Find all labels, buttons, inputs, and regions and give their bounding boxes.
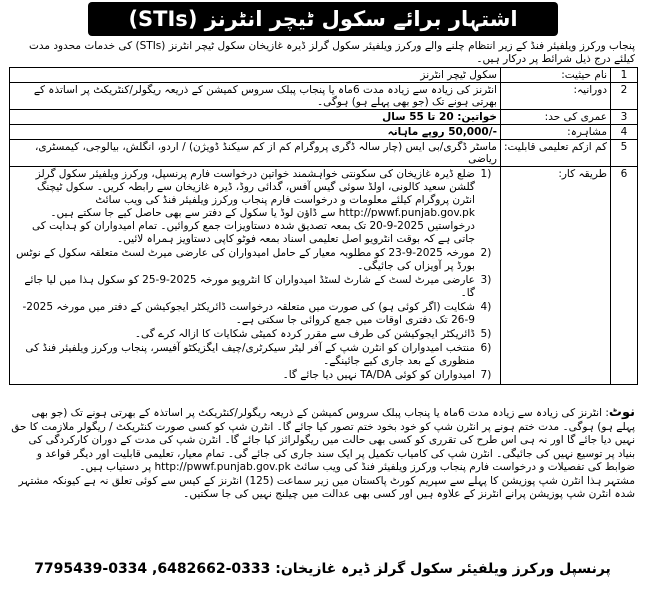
note-title: نوٹ xyxy=(608,405,635,420)
advertisement-title: اشتہار برائے سکول ٹیچر انٹرنز (STIs) xyxy=(88,2,558,36)
table-row xyxy=(10,125,638,140)
intro-text: پنجاب ورکرز ویلفیئر فنڈ کے زیر انتظام چلنے والے ورکرز ویلفیئر سکول گرلز ڈیرہ غازیخان سکول ٹیچر انٹرنز (STIs) کی خدمات محدود مدت کیلئے درج ذیل شرائط پر درکار ہیں۔ xyxy=(29,40,635,65)
row-value: سکول ٹیچر انٹرنز xyxy=(10,68,501,83)
list-item xyxy=(13,168,497,246)
row-number: 5 xyxy=(611,140,638,167)
step-text: منتخب امیدواران کو انٹرن شپ کے آفر لیٹر سیکرٹری/چیف ایگزیکٹو آفیسر، پنجاب ورکرز ویلفیئر فنڈ کی منظوری کے بعد جاری کیے جائینگے۔ xyxy=(25,342,475,367)
step-text: ضلع ڈیرہ غازیخان کی سکونتی خواہشمند خواتین درخواست فارم پرنسپل، ورکرز ویلفیئر سکول گرلز گلشن سعید کالونی، اولڈ سوئی گیس آفس، گدائی روڈ، ڈیرہ غازیخان سے رابطہ کریں۔ سکول ٹیچنگ انٹرن پروگرام کیلئے معلومات و درخواست فارم پنجاب ورکرز ویلفیئر فنڈ کی ویب سائٹ http://pwwf.punjab.gov.pk سے ڈاؤن لوڈ یا سکول کے دفتر سے بھی حاصل کیے جا سکتے ہیں۔ درخواستیں 2025-9-20 تک بمعہ تصدیق شدہ دستاویزات جمع کروائیں۔ تمام امیدواران کو ہدایت کی جاتی ہے کہ بوقت انٹرویو اصل تعلیمی اسناد بمعہ فوٹو کاپی دستاویز ہمراہ لائیں۔ xyxy=(32,168,475,245)
row-label: مشاہرہ: xyxy=(500,125,610,140)
salary-value: -/50,000 روپے ماہانہ xyxy=(10,125,501,140)
table-row xyxy=(10,110,638,125)
principal-contact: پرنسپل ورکرز ویلفیئر سکول گرلز ڈیرہ غازیخان: 0333-6482662, 0334-7795439 xyxy=(34,561,611,577)
step-number: (2 xyxy=(480,247,492,259)
row-label: کم ازکم تعلیمی قابلیت: xyxy=(500,140,610,167)
note-text: انٹرنز کی زیادہ سے زیادہ مدت 6ماہ یا پنجاب پبلک سروس کمیشن کے ذریعہ ریگولر/کنٹریکٹ پر اساتذہ کے بھرتی ہونے تک (جو بھی پہلے ہو) ہوگی۔ مدت ختم ہونے پر انٹرن شپ کو خود بخود ختم تصور کیا جائے گا۔ انٹرن شپ کو کسی صورت کنٹریکٹ / ریگولر ملازمت کا حق نہیں دیا جائے گا اور نہ ہی اس طرح کی تقرری کو کسی بھی حالت میں ریگولرائز کیا جائے گا۔ انٹرن شپ کی مدت کے دوران کارکردگی کی بنیاد پر توسیع نہیں کی جائیگی۔ انٹرن شپ کی کامیاب تکمیل پر ایک سند جاری کی جائے گی۔ تمام معیار، تعلیمی قابلیت اور دیگر قواعد و ضوابط کی تفصیلات و درخواست فارم پنجاب ورکرز ویلفیئر فنڈ کی ویب سائٹ http://pwwf.punjab.gov.pk پر دستیاب ہیں۔ xyxy=(11,407,635,473)
row-label: عمری کی حد: xyxy=(500,110,610,125)
row-value: انٹرنز کی زیادہ سے زیادہ مدت 6ماہ یا پنجاب پبلک سروس کمیشن کے ذریعہ ریگولر/کنٹریکٹ پر اساتذہ کے بھرتی ہونے تک (جو بھی پہلے ہو) ہوگی۔ xyxy=(10,83,501,110)
row-label: طریقہ کار: xyxy=(500,167,610,385)
row-number: 4 xyxy=(611,125,638,140)
table-row xyxy=(10,167,638,385)
row-number: 3 xyxy=(611,110,638,125)
list-item xyxy=(13,342,497,368)
step-number: (4 xyxy=(480,301,492,313)
step-text: مورخہ 2025-9-23 کو مطلوبہ معیار کے حامل امیدواران کی عارضی میرٹ لسٹ متعلقہ سکول کے نوٹس بورڈ پر آویزاں کی جائیگی۔ xyxy=(16,247,475,272)
age-limit-value: خواتین: 20 تا 55 سال xyxy=(10,110,501,125)
row-number: 2 xyxy=(611,83,638,110)
row-value: ماسٹر ڈگری/بی ایس (چار سالہ ڈگری پروگرام کم از کم سیکنڈ ڈویژن) / اردو، انگلش، بیالوجی، کیمسٹری، ریاضی xyxy=(10,140,501,167)
list-item xyxy=(13,247,497,273)
step-number: (1 xyxy=(480,168,492,180)
procedure-steps-cell xyxy=(10,167,501,385)
step-text: عارضی میرٹ لسٹ کے شارٹ لسٹڈ امیدواران کا انٹرویو مورخہ 2025-9-25 کو سکول ہذا میں لیا جائے گا۔ xyxy=(24,274,475,299)
conditions-table xyxy=(9,67,638,385)
step-number: (6 xyxy=(480,342,492,354)
row-number: 1 xyxy=(611,68,638,83)
step-text: امیدواران کو کوئی TA/DA نہیں دیا جائے گا۔ xyxy=(282,369,475,381)
note-text-secondary: مشتہر ہذا انٹرن شپ پوزیشن کا پہلے سے سپریم کورٹ پاکستان میں زیر سماعت (125) انٹرنز کے کیس سے کوئی تعلق نہ ہے کیونکہ مشتہر شدہ انٹرن شپ پوزیشن پرانے انٹرنز کے علاوہ ہیں اور کسی بھی عدالت میں چیلنج نہیں کی جا سکتیں۔ xyxy=(18,474,635,500)
list-item xyxy=(13,301,497,327)
step-number: (5 xyxy=(480,328,492,340)
row-number: 6 xyxy=(611,167,638,385)
step-text: ڈائریکٹر ایجوکیشن کی طرف سے مقرر کردہ کمیٹی شکایات کا ازالہ کرے گی۔ xyxy=(134,328,475,340)
procedure-steps xyxy=(13,168,497,382)
table-row xyxy=(10,83,638,110)
list-item xyxy=(13,369,497,382)
note-section: نوٹ: انٹرنز کی زیادہ سے زیادہ مدت 6ماہ یا پنجاب پبلک سروس کمیشن کے ذریعہ ریگولر/کنٹریکٹ پر اساتذہ کے بھرتی ہونے تک (جو بھی پہلے ہو) ہوگی۔ مدت ختم ہونے پر انٹرن شپ کو خود بخود ختم تصور کیا جائے گا۔ انٹرن شپ کو کسی صورت کنٹریکٹ / ریگولر ملازمت کا حق نہیں دیا جائے گا اور نہ ہی اس طرح کی تقرری کو کسی بھی حالت میں ریگولرائز کیا جائے گا۔ انٹرن شپ کی مدت کے دوران کارکردگی کی بنیاد پر توسیع نہیں کی جائیگی۔ انٹرن شپ کی کامیاب تکمیل پر ایک سند جاری کی جائے گی۔ تمام معیار، تعلیمی قابلیت اور دیگر قواعد و ضوابط کی تفصیلات و درخواست فارم پنجاب ورکرز ویلفیئر فنڈ کی ویب سائٹ http://pwwf.punjab.gov.pk پر دستیاب ہیں۔ مشتہر ہذا انٹرن شپ پوزیشن کا پہلے سے سپریم کورٹ پاکستان میں زیر سماعت (125) انٹرنز کے کیس سے کوئی تعلق نہ ہے کیونکہ مشتہر شدہ انٹرن شپ پوزیشن پرانے انٹرنز کے علاوہ ہیں اور کسی بھی عدالت میں چیلنج نہیں کی جا سکتیں۔ xyxy=(11,405,635,500)
list-item xyxy=(13,274,497,300)
table-row xyxy=(10,140,638,167)
table-row xyxy=(10,68,638,83)
step-text: شکایت (اگر کوئی ہو) کی صورت میں متعلقہ درخواست ڈائریکٹر ایجوکیشن کے دفتر میں مورخہ 2025-9-26 تک دفتری اوقات میں جمع کروائی جا سکتی ہے۔ xyxy=(22,301,475,326)
row-label: دورانیہ: xyxy=(500,83,610,110)
step-number: (7 xyxy=(480,369,492,381)
row-label: نام حیثیت: xyxy=(500,68,610,83)
list-item xyxy=(13,328,497,341)
step-number: (3 xyxy=(480,274,492,286)
